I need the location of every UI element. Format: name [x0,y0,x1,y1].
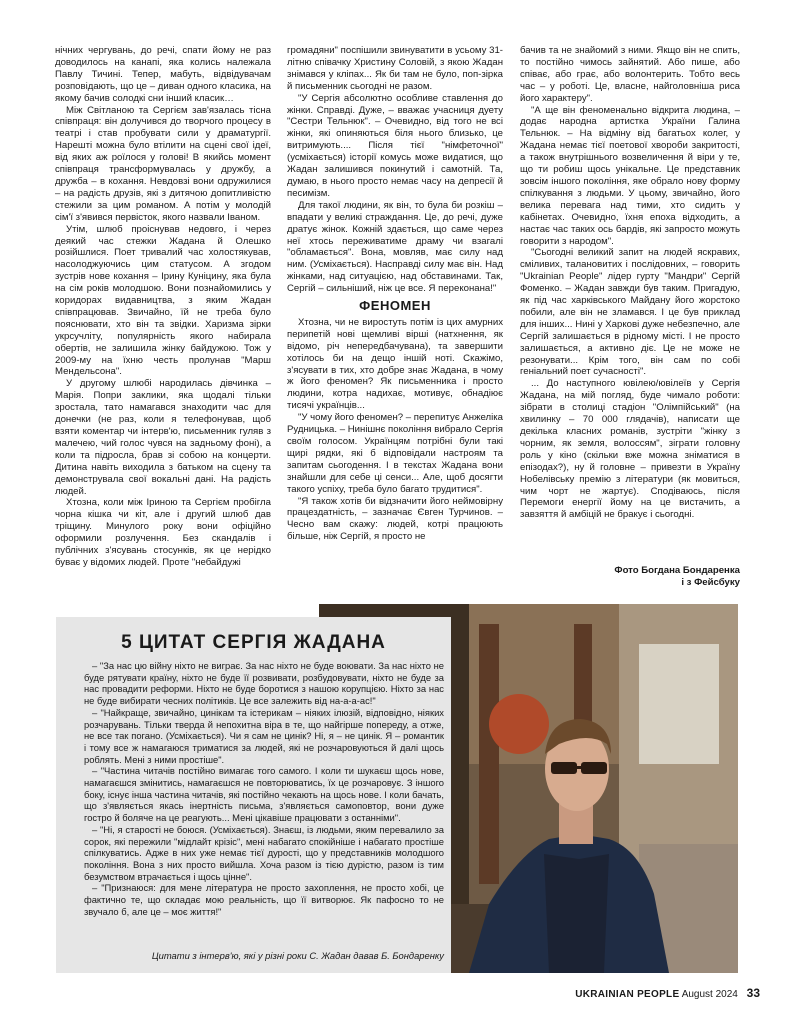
article-column-3 [520,45,740,521]
paragraph: Для такої людини, як він, то була би розкіш – впадати у великі страждання. Це, до речі, дуже дратує жінок. Кожній здається, що саме через неї хтось переживатиме драму чи взагалі "обламається". Вона, мовляв, має силу над ним. (Усміхається). Насправді силу має він. Над жінками, над ситуацією, над обставинами. Так, Сергій – сильніший, ніж це все. Я переконана!" [287,199,503,295]
quote-item: – "Частина читачів постійно вимагає того самого. І коли ти шукаєш щось нове, намагаєшся змінитись, намагаєшся не повторюватись, їх це розчаровує. З іншого боку, існує інша частина читачів, які постійно чекають на щось нове. І коли бачать, що з'являється якась інертність письма, з'являється самоповтор, вони дуже гостро й боляче на це реагують... Мені цікавіше працювати з останніми". [84,765,444,824]
paragraph: Між Світланою та Сергієм зав'язалась тісна співпраця: він долучився до творчого процесу в театрі і став пробувати сили у драматургії. Нарешті можна було втілити на сцені свої ідеї, від яких аж роїлося у голові! В якийсь момент співпраця трансформувалась у дружбу, а дружба – в кохання. Невдовзі вони одружилися – на радість друзів, які з дитячою допитливістю стежили за цим романом. А потім у молодій сім'ї з'явився первісток, якого назвали Іваном. [55,104,271,223]
photo-credit-line: Фото Богдана Бондаренка [614,565,740,576]
paragraph: громадяни" поспішили звинуватити в усьому 31-літню співачку Христину Соловій, з якою Жадан знімався у кліпах... Як би там не було, поп-зірка й письменник сьогодні не разом. [287,45,503,92]
quotes-body [84,660,444,917]
photo-credit-line: і з Фейсбуку [681,577,740,588]
section-heading-fenomen: ФЕНОМЕН [359,298,431,314]
page-footer [560,986,760,1000]
quotes-title: 5 ЦИТАТ СЕРГІЯ ЖАДАНА [121,632,386,653]
article-column-2 [287,45,503,543]
paragraph: ... До наступного ювілею/ювілеїв у Сергія Жадана, на мій погляд, буде чимало роботи: зібрати в столиці стадіон "Олімпійський" (на хвилинку – 70 000 глядачів), написати ще декілька класних романів, зустріти "жінку з чорним, як земля, волоссям", зіграти головну роль у кіно (скільки вже можна зніматися в епізодах?), ну й головне – привезти в Україну Нобелівську премію з літератури (як мовиться, чим чорт не жартує). Сподіваюсь, після Перемоги енергії йому на це вистачить, а завзяття й амбіцій не бракує і сьогодні. [520,378,740,521]
paragraph: Утім, шлюб проіснував недовго, і через деякий час стежки Жадана й Олешко розійшлися. Поет тривалий час холостякував, насолоджуючись цим статусом. А згодом зустрів нове кохання – Ірину Куніцину, яка була на сім років молодшою. Вони познайомились у коридорах видавництва, з яким Жадан співпрацював. Звичайно, їй не треба було пояснювати, хто він та звідки. Харизма зірки укрсучліту, популярність якого набирала обертів, не залишила жінку байдужою. Тож у 2009-му на їхню честь пролунав "Марш Мендельсона". [55,223,271,378]
issue-date: August 2024 [681,989,738,1000]
magazine-name: UKRAINIAN PEOPLE [575,989,680,1000]
quote-item: – "За нас цю війну ніхто не виграє. За нас ніхто не буде воювати. За нас ніхто не буде рятувати країну, ніхто не буде її розвивати, розбудовувати, ніхто не буде за нас провадити реформи. Ніхто не буде боротися з нашою корупцією. Ніхто за нас не буде вибирати чесних політиків. Це все залежить від на-а-а-ас!" [84,660,444,707]
quote-item: – "Признаюся: для мене література не просто захоплення, не просто хобі, це фактично те, що складає мою реальність, що її витворює. Як пафосно то не звучало б, але це – моє життя!" [84,882,444,917]
paragraph: бачив та не знайомий з ними. Якщо він не спить, то постійно чимось зайнятий. Або пише, або співає, або грає, або волонтерить. Тобто весь час – у роботі. Це, власне, найголовніша риса його характеру". [520,45,740,104]
paragraph: У другому шлюбі народилась дівчинка – Марія. Попри заклики, яка щодалі тільки зростала, тато намагався знаходити час для донечки (не раз, коли я телефонував, щоб взяти коментар чи інтерв'ю, письменник гуляв з малечею, чий голос чувся на задньому фоні), а коли та підросла, брав зі собою на концерти. Дитина навіть виходила з батьком на сцену та демонструвала свої вокальні дані. На радість людей. [55,378,271,497]
paragraph: Хтозна, чи не виростуть потім із цих амурних перипетій нові щемливі вірші (натхнення, як відомо, річ непередбачувана), та завершити хотілось би на дещо іншій ноті. Скажімо, з'ясувати в тих, хто добре знає Жадана, в чому ж його феномен? Як письменника і просто людини, котра надихає, мотивує, обнадіює тисячі українців... [287,316,503,412]
quotes-box [56,617,451,973]
page-number: 33 [746,986,760,1000]
paragraph: "Я також хотів би відзначити його неймовірну працездатність, – зазначає Євген Турчинов. – Чесно вам скажу: людей, котрі працюють більше, ніж Сергій, я просто не [287,495,503,543]
paragraph: "А ще він феноменально відкрита людина, – додає народна артистка України Галина Тельнюк. – На відміну від багатьох колег, у Жадана немає тієї поетової хвороби закритості, а також внутрішнього возвеличення й віри у те, що ти робиш щось унікальне. Це представник зовсім іншого покоління, яке обрало нову форму спілкування з людьми. У цьому, звичайно, його велика перевага над тими, хто сидить у кабінетах. Очевидно, їхня епоха відходить, а настає час таких ось бардів, які запросто можуть говорити з народом". [520,104,740,247]
paragraph: "Сьогодні великий запит на людей яскравих, сміливих, талановитих і послідовних, – говорить "Ukrainian People" лідер гурту "Мандри" Сергій Фоменко. – Жадан завжди був таким. Пригадую, як під час харківського Майдану його жорстоко побили, але він не зламався. І це був приклад для інших... Нині у Харкові дуже небезпечно, але Сергій залишається в рідному місті. І не просто залишається, а активно діє. Це не може не резонувати... Крім того, він сам по собі геніальний поет сучасності". [520,247,740,378]
photo-credit [520,565,740,589]
quote-item: – "Ні, я старості не боюся. (Усміхається). Знаєш, із людьми, яким перевалило за сорок, які пережили "мідлайт крізіс", мені набагато спокійніше і набагато простіше спілкуватись. Адже в них уже немає тієї дурості, що у представників молодшого покоління. Вона з них просто вийшла. Хоча разом із тією дурістю, разом із тим безумством втрачається і щось цінне". [84,823,444,882]
paragraph: нічних чергувань, до речі, спати йому не раз доводилось на канапі, яка колись належала Павлу Тичині. Тепер, мабуть, відвідувачам розповідають, що це – диван одного класика, на якому бачив солодкі сни інший класик… [55,45,271,104]
paragraph: Хтозна, коли між Іриною та Сергієм пробігла чорна кішка чи кіт, але і другий шлюб дав тріщину. Минулого року вони офіційно оформили розлучення. Без скандалів і публічних з'ясувань стосунків, як це нерідко буває у відомих людей. Проте "небайдужі [55,497,271,568]
article-column-1 [55,45,271,569]
paragraph: "У Сергія абсолютно особливе ставлення до жінки. Справді. Дуже, – вважає учасниця дуету "Сестри Тельнюк". – Очевидно, від того не всі жінки, які опиняються біля нього близько, це витримують.... Після тієї "німфеточної" (усміхається) історії комусь може видатися, що Жадан залишився покинутий і самотній. Та, думаю, в нього просто немає часу на депресії й песимізм. [287,92,503,199]
quote-item: – "Найкраще, звичайно, цинікам та істерикам – ніяких ілюзій, відповідно, ніяких розчарувань. Тільки тверда й непохитна віра в те, що найгірше попереду, а отже, не все так погано. (Усміхається). Чи я сам не цинік? Ні, я – не цинік. Я – романтик і тому все ж намагаюся триматися за людей, які не розчаровуються й далі щось роблять. Мені з ними простіше". [84,706,444,765]
quotes-source: Цитати з інтерв'ю, які у різні роки С. Жадан давав Б. Бондаренку [151,950,444,961]
paragraph: "У чому його феномен? – перепитує Анжеліка Рудницька. – Нинішнє покоління вибрало Сергія своїм голосом. Українцям потрібні були такі щирі рядки, які б відповідали настроям та запитам сьогодення. І в текстах Жадана вони знайшли для себе ці сенси... Але, щоб досягти такого успіху, треба було багато трудитися". [287,412,503,495]
